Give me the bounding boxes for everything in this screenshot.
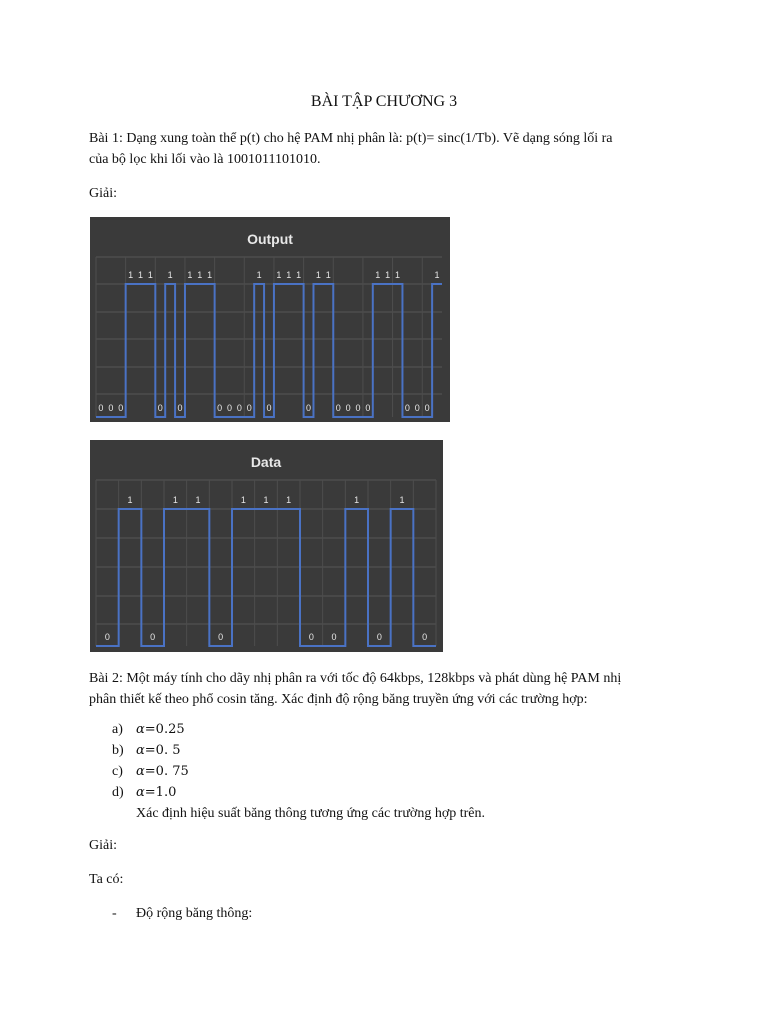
alpha-symbol: α [136,722,145,737]
bit-label: 1 [147,270,153,280]
output-chart-title: Output [247,231,293,247]
bit-label: 0 [376,632,382,642]
option-value: =0. 75 [144,764,189,779]
bit-label: 0 [365,403,371,413]
data-chart-svg [90,440,443,652]
bit-label: 1 [207,270,213,280]
bit-label: 1 [399,495,405,505]
signal-line [96,284,442,417]
exercise-1-line-2: của bộ lọc khi lối vào là 1001011101010. [89,152,321,167]
exercise-2-task: Xác định hiệu suất băng thông tương ứng các trường hợp trên. [136,806,486,821]
bit-label: 1 [128,270,134,280]
bit-label: 0 [404,403,410,413]
bit-label: 1 [296,270,302,280]
bit-label: 1 [167,270,173,280]
bit-label: 1 [127,495,133,505]
exercise-1-line-1: Bài 1: Dạng xung toàn thể p(t) cho hệ PAM nhị phân là: p(t)= sinc(1/Tb). Vẽ dạng sóng lối ra [89,131,613,146]
bit-label: 1 [395,270,401,280]
alpha-symbol: α [136,764,145,779]
bullet-dash: - [112,906,117,921]
bit-label: 0 [236,403,242,413]
bit-label: 1 [354,495,360,505]
alpha-symbol: α [136,743,145,758]
bit-label: 0 [246,403,252,413]
chart-grid [96,257,442,417]
bit-label: 1 [172,495,178,505]
bit-label: 0 [308,632,314,642]
bit-label: 0 [331,632,337,642]
bit-label: 0 [335,403,341,413]
bit-label: 0 [226,403,232,413]
bit-label: 0 [424,403,430,413]
option-label: a) [112,722,123,737]
option-value: =1.0 [144,785,177,800]
bit-label: 0 [306,403,312,413]
option-d [112,782,485,803]
data-chart-title: Data [250,454,282,470]
option-value: =0. 5 [144,743,181,758]
exercise-2-line-2: phân thiết kế theo phổ cosin tăng. Xác định độ rộng băng truyền ứng với các trường hợp: [89,692,588,707]
bit-label: 1 [263,495,269,505]
bit-label: 1 [434,270,440,280]
signal-line [96,509,436,646]
solution-label-2: Giải: [89,838,117,853]
bit-label: 0 [108,403,114,413]
data-chart [90,440,443,652]
bit-label: 1 [325,270,331,280]
bullet-item [112,903,252,924]
bit-label: 0 [104,632,110,642]
output-chart [90,217,450,422]
option-b [112,740,485,761]
option-a [112,719,485,740]
bit-label: 0 [157,403,163,413]
bit-label: 1 [286,270,292,280]
options-list [112,719,485,824]
bit-label: 0 [355,403,361,413]
option-value: =0.25 [144,722,185,737]
bit-label: 0 [217,403,223,413]
ta-co-label: Ta có: [89,872,124,887]
page-title: BÀI TẬP CHƯƠNG 3 [310,93,458,110]
exercise-2-line-1: Bài 2: Một máy tính cho dãy nhị phân ra với tốc độ 64kbps, 128kbps và phát dùng hệ PAM nhị [89,671,622,686]
bit-label: 1 [240,495,246,505]
bit-label: 1 [286,495,292,505]
bit-label: 1 [187,270,193,280]
option-label: c) [112,764,123,779]
bit-label: 1 [276,270,282,280]
bullet-text: Độ rộng băng thông: [136,906,253,921]
bit-label: 1 [375,270,381,280]
bit-label: 0 [118,403,124,413]
bit-label: 1 [256,270,262,280]
bit-label: 0 [266,403,272,413]
bit-label: 0 [98,403,104,413]
alpha-symbol: α [136,785,145,800]
solution-label-1: Giải: [89,186,117,201]
bit-label: 0 [422,632,428,642]
bit-label: 1 [315,270,321,280]
bit-label: 0 [345,403,351,413]
bit-label: 0 [414,403,420,413]
bit-label: 1 [137,270,143,280]
bit-label: 1 [197,270,203,280]
option-label: b) [112,743,124,758]
output-chart-svg [90,217,450,422]
bit-label: 0 [218,632,224,642]
option-c [112,761,485,782]
bit-label: 1 [195,495,201,505]
bit-label: 1 [385,270,391,280]
option-label: d) [112,785,124,800]
bit-label: 0 [177,403,183,413]
bit-label: 0 [150,632,156,642]
